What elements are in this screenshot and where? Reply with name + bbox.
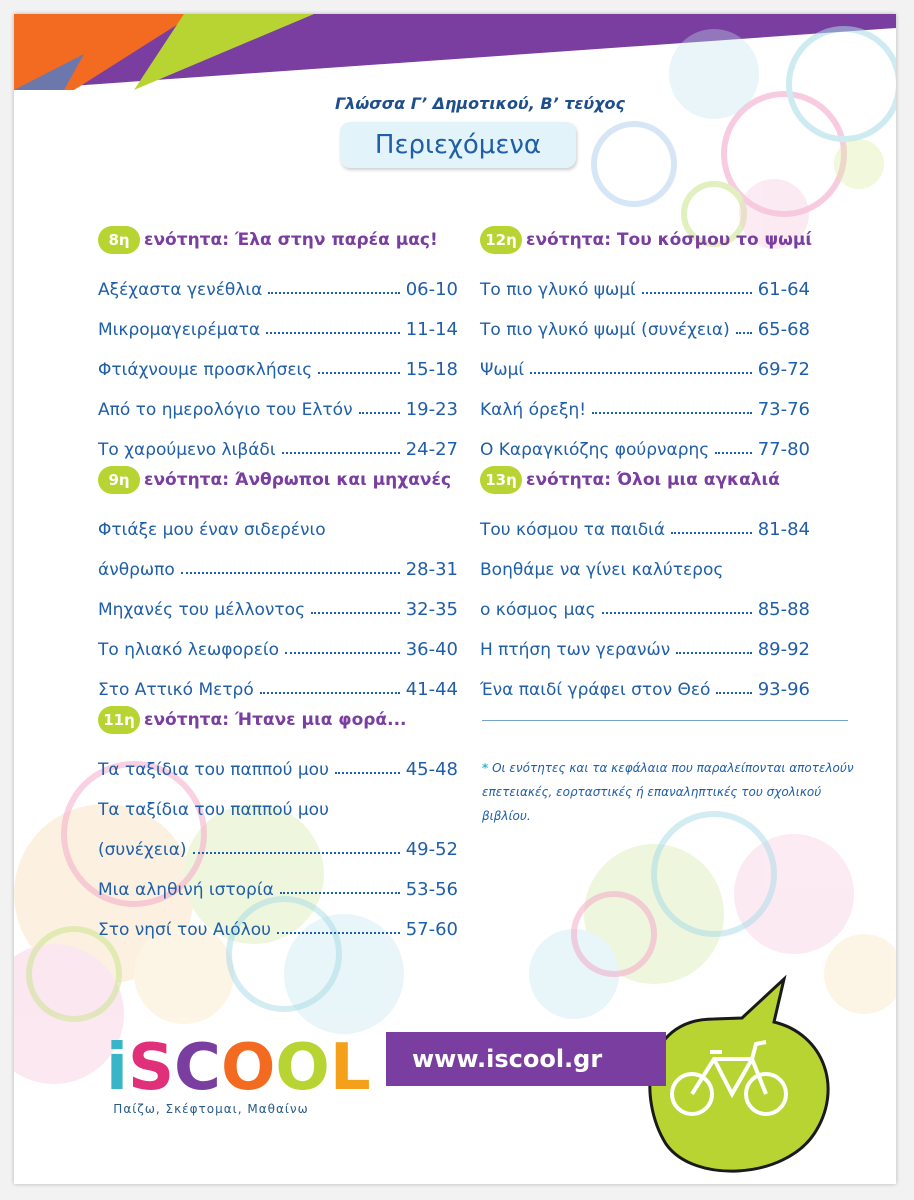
footnote-star: *: [482, 761, 489, 775]
toc-entry: [98, 580, 458, 620]
toc-entry: [98, 340, 458, 380]
unit-title: ενότητα: Ήτανε μια φορά...: [144, 710, 407, 730]
website-link[interactable]: www.iscool.gr: [412, 1045, 603, 1073]
toc-entry-pages: 11-14: [405, 319, 458, 340]
leader-dots: [285, 652, 400, 654]
toc-entry: [98, 380, 458, 420]
toc-entry-pages: 36-40: [405, 639, 458, 660]
page: [14, 14, 896, 1184]
leader-dots: [193, 852, 400, 854]
toc-left-column: [98, 220, 458, 940]
unit-heading: [98, 220, 458, 260]
toc-entry-title: Από το ημερολόγιο του Ελτόν: [98, 400, 353, 420]
toc-entry-pages: 81-84: [757, 519, 810, 540]
toc-entry: [98, 740, 458, 780]
toc-entry: [98, 420, 458, 460]
toc-entry-title: Φτιάχνουμε προσκλήσεις: [98, 360, 313, 380]
toc-entry-title: Τα ταξίδια του παππού μου: [98, 760, 329, 780]
leader-dots: [266, 332, 400, 334]
toc-entry-pages: 77-80: [757, 439, 810, 460]
toc-entry: [98, 300, 458, 340]
toc-entry-title: Στο νησί του Αιόλου: [98, 920, 271, 940]
unit-title: ενότητα: Έλα στην παρέα μας!: [144, 230, 438, 250]
toc-entry-title: Μικρομαγειρέματα: [98, 320, 261, 340]
unit-heading: [98, 460, 458, 500]
logo: [106, 1031, 371, 1105]
toc-entry: [480, 580, 810, 620]
toc-entry: [98, 660, 458, 700]
toc-right-column: [480, 220, 813, 700]
toc-entry-title: ο κόσμος μας: [480, 600, 596, 620]
unit-heading: [480, 220, 813, 260]
leader-dots: [282, 452, 400, 454]
toc-entry: [98, 900, 458, 940]
toc-entry-title: Ένα παιδί γράφει στον Θεό: [480, 680, 711, 700]
unit-title: ενότητα: Του κόσμου το ψωμί: [526, 230, 813, 250]
unit-badge: 8η: [98, 226, 140, 254]
toc-entry-pages: 89-92: [757, 639, 810, 660]
unit-badge: 11η: [98, 706, 140, 734]
toc-entry-title: άνθρωπο: [98, 560, 175, 580]
toc-entry: [480, 660, 810, 700]
toc-entry-title: Μηχανές του μέλλοντος: [98, 600, 306, 620]
toc-entry-pages: 19-23: [405, 399, 458, 420]
toc-entry-line: [98, 780, 458, 820]
toc-entry-pages: 28-31: [405, 559, 458, 580]
leader-dots: [716, 692, 751, 694]
leader-dots: [602, 612, 752, 614]
leader-dots: [277, 932, 400, 934]
toc-entry-title: Τα ταξίδια του παππού μου: [98, 800, 329, 820]
leader-dots: [736, 332, 752, 334]
toc-entry-title: Το ηλιακό λεωφορείο: [98, 640, 280, 660]
toc-entry-title: (συνέχεια): [98, 840, 187, 860]
unit-badge: 12η: [480, 226, 522, 254]
leader-dots: [671, 532, 752, 534]
footnote: [482, 756, 862, 828]
toc-entry-title: Στο Αττικό Μετρό: [98, 680, 254, 700]
toc-entry-pages: 69-72: [757, 359, 810, 380]
toc-entry: [98, 540, 458, 580]
toc-entry-pages: 32-35: [405, 599, 458, 620]
leader-dots: [592, 412, 752, 414]
leader-dots: [318, 372, 399, 374]
leader-dots: [676, 652, 751, 654]
toc-entry-pages: 57-60: [405, 919, 458, 940]
toc-entry-pages: 49-52: [405, 839, 458, 860]
book-subtitle: Γλώσσα Γ’ Δημοτικού, Β’ τεύχος: [335, 94, 625, 113]
leader-dots: [268, 292, 399, 294]
toc-entry-title: Καλή όρεξη!: [480, 400, 587, 420]
toc-entry-pages: 53-56: [405, 879, 458, 900]
toc-entry-title: Αξέχαστα γενέθλια: [98, 280, 263, 300]
leader-dots: [260, 692, 400, 694]
logo-tagline: Παίζω, Σκέφτομαι, Μαθαίνω: [113, 1102, 309, 1116]
toc-entry-title: Το πιο γλυκό ψωμί (συνέχεια): [480, 320, 730, 340]
leader-dots: [642, 292, 752, 294]
toc-entry-title: Το πιο γλυκό ψωμί: [480, 280, 636, 300]
page-title: Περιεχόμενα: [340, 122, 576, 168]
leader-dots: [335, 772, 400, 774]
toc-entry: [480, 260, 810, 300]
toc-entry-title: Η πτήση των γερανών: [480, 640, 671, 660]
toc-entry: [480, 620, 810, 660]
toc-entry-pages: 41-44: [405, 679, 458, 700]
toc-entry-title: Ψωμί: [480, 360, 525, 380]
leader-dots: [359, 412, 400, 414]
leader-dots: [181, 572, 400, 574]
unit-badge: 13η: [480, 466, 522, 494]
unit-title: ενότητα: Άνθρωποι και μηχανές: [144, 470, 452, 490]
toc-entry: [480, 380, 810, 420]
leader-dots: [280, 892, 400, 894]
footnote-text: Οι ενότητες και τα κεφάλαια που παραλείπονται αποτελούν επετειακές, εορταστικές ή επαναληπτικές του σχολικού βιβλίου.: [482, 761, 854, 823]
toc-entry: [480, 300, 810, 340]
toc-entry-title: Μια αληθινή ιστορία: [98, 880, 274, 900]
unit-title: ενότητα: Όλοι μια αγκαλιά: [526, 470, 780, 490]
leader-dots: [530, 372, 752, 374]
toc-entry-title: Το χαρούμενο λιβάδι: [98, 440, 276, 460]
toc-entry: [480, 340, 810, 380]
unit-heading: [480, 460, 810, 500]
leader-dots: [311, 612, 400, 614]
toc-entry: [98, 820, 458, 860]
svg-text:iSCOOL: iSCOOL: [106, 1031, 371, 1105]
speech-bubble-icon: [650, 979, 828, 1171]
toc-entry: [480, 500, 810, 540]
toc-entry-pages: 06-10: [405, 279, 458, 300]
toc-entry-title: Φτιάξε μου έναν σιδερένιο: [98, 520, 326, 540]
unit-badge: 9η: [98, 466, 140, 494]
toc-entry-pages: 85-88: [757, 599, 810, 620]
toc-entry-title: Βοηθάμε να γίνει καλύτερος: [480, 560, 724, 580]
leader-dots: [715, 452, 751, 454]
toc-entry-pages: 65-68: [757, 319, 810, 340]
toc-entry-pages: 15-18: [405, 359, 458, 380]
toc-entry-pages: 61-64: [757, 279, 810, 300]
toc-entry-pages: 24-27: [405, 439, 458, 460]
unit-heading: [98, 700, 458, 740]
toc-entry: [98, 260, 458, 300]
toc-entry-line: [98, 500, 458, 540]
divider: [482, 720, 848, 721]
toc-entry: [98, 620, 458, 660]
toc-entry-line: [480, 540, 810, 580]
toc-entry-pages: 45-48: [405, 759, 458, 780]
toc-entry: [98, 860, 458, 900]
toc-entry: [480, 420, 810, 460]
toc-entry-pages: 73-76: [757, 399, 810, 420]
toc-entry-title: Του κόσμου τα παιδιά: [480, 520, 666, 540]
toc-entry-pages: 93-96: [757, 679, 810, 700]
toc-entry-title: Ο Καραγκιόζης φούρναρης: [480, 440, 710, 460]
